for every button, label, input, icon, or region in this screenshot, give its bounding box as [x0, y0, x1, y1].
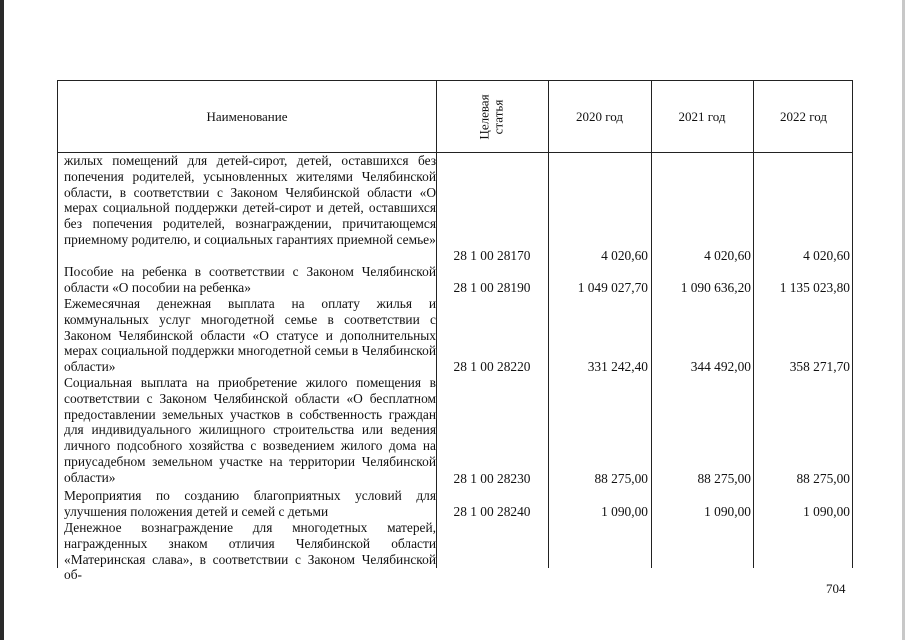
row-description: Пособие на ребенка в соответствии с Законом Челябинской области «О пособии на ребенка» — [64, 264, 436, 295]
header-target-article — [436, 81, 548, 152]
header-year-2021 — [651, 81, 753, 152]
column-divider — [651, 81, 652, 568]
row-code: 28 1 00 28170 — [453, 248, 531, 263]
row-value-2021: 4 020,60 — [704, 248, 751, 263]
row-code: 28 1 00 28190 — [453, 280, 531, 295]
budget-table — [57, 80, 853, 583]
row-value-2020: 4 020,60 — [601, 248, 648, 263]
row-value-2020: 1 049 027,70 — [577, 280, 648, 295]
header-year-2022-label: 2022 год — [780, 108, 827, 124]
row-code: 28 1 00 28220 — [453, 359, 531, 374]
header-target-line2: статья — [490, 99, 506, 134]
row-value-2020: 88 275,00 — [594, 471, 648, 486]
row-code: 28 1 00 28240 — [453, 504, 531, 519]
row-description: Социальная выплата на приобретение жилого помещения в соответствии с Законом Челябинской области «О бесплатном предоставлении земельных участков в собственность граждан для индивидуального жилищного строительства или ведения личного подсобного хозяйства с возведением жилого дома на приусадебном земельном участке на территории Челябинской области» — [64, 375, 436, 485]
header-year-2020-label: 2020 год — [576, 108, 623, 124]
column-divider — [436, 81, 437, 568]
header-name-label: Наименование — [206, 108, 288, 124]
row-description: Денежное вознаграждение для многодетных матерей, награжденных знаком отличия Челябинской области «Материнская слава», в соответствии с Законом Челябинской об- — [64, 520, 436, 583]
row-value-2020: 1 090,00 — [601, 504, 648, 519]
row-value-2022: 358 271,70 — [789, 359, 850, 374]
scan-edge-left — [0, 0, 4, 640]
column-divider — [753, 81, 754, 568]
row-value-2021: 1 090 636,20 — [680, 280, 751, 295]
header-name — [58, 81, 436, 152]
row-value-2020: 331 242,40 — [587, 359, 648, 374]
row-value-2022: 1 090,00 — [803, 504, 850, 519]
page-number: 704 — [826, 581, 846, 596]
header-target-line1: Целевая — [476, 93, 492, 140]
row-value-2021: 344 492,00 — [690, 359, 751, 374]
column-divider — [548, 81, 549, 568]
row-value-2022: 1 135 023,80 — [779, 280, 850, 295]
header-year-2022 — [753, 81, 854, 152]
header-year-2021-label: 2021 год — [678, 108, 726, 124]
row-value-2021: 88 275,00 — [697, 471, 751, 486]
header-year-2020 — [548, 81, 651, 152]
row-value-2021: 1 090,00 — [704, 504, 751, 519]
row-description: Ежемесячная денежная выплата на оплату жилья и коммунальных услуг многодетной семье в соответствии с Законом Челябинской области «О статусе и дополнительных мерах социальной поддержки многодетной семьи в Челябинской области» — [64, 296, 436, 375]
row-value-2022: 88 275,00 — [796, 471, 850, 486]
row-description: жилых помещений для детей-сирот, детей, оставшихся без попечения родителей, усыновленных жителями Челябинской области, в соответствии с Законом Челябинской области «О мерах социальной поддержки детей-сирот и детей, оставшихся без попечения родителей, вознаграждении, причитающемся приемному родителю, и социальных гарантиях приемной семье» — [64, 153, 436, 247]
row-code: 28 1 00 28230 — [453, 471, 531, 486]
row-description: Мероприятия по созданию благоприятных условий для улучшения положения детей и семей с детьми — [64, 488, 436, 519]
header-target-article-label — [478, 94, 506, 139]
row-value-2022: 4 020,60 — [803, 248, 850, 263]
